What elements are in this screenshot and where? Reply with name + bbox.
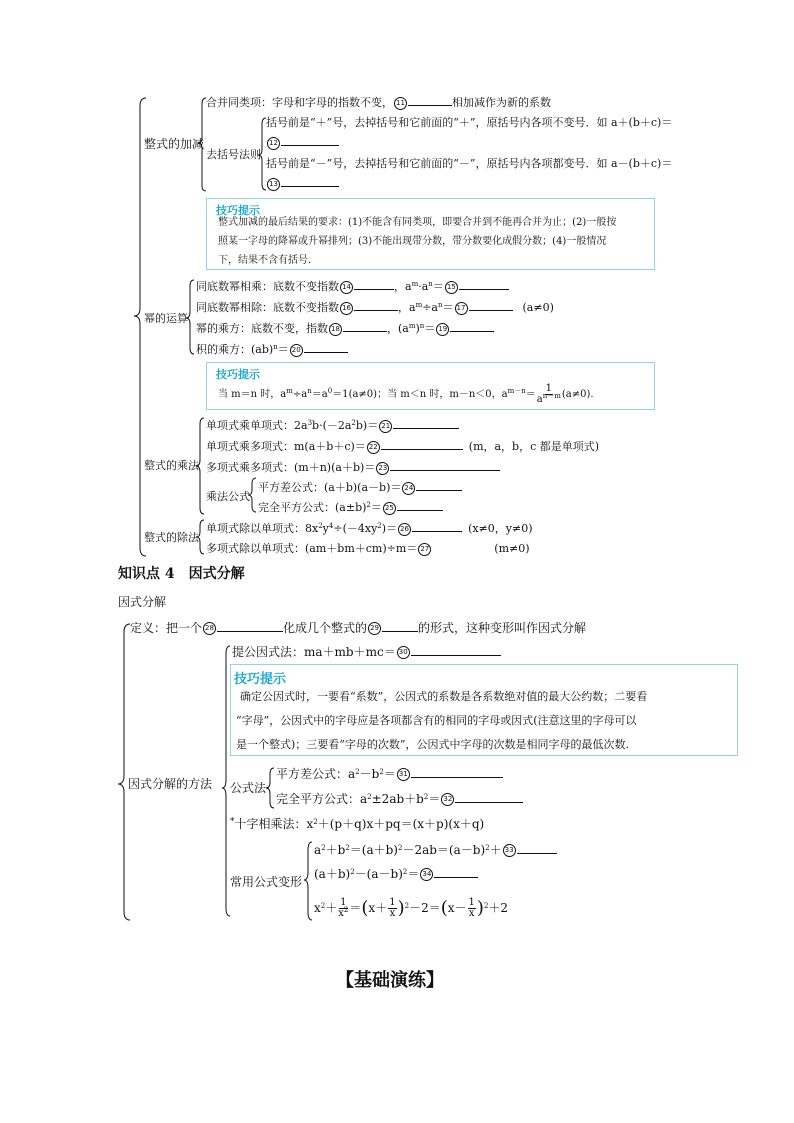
answer-blank[interactable]	[390, 461, 500, 471]
answer-blank[interactable]	[354, 280, 394, 290]
div-mono-mono-row: 单项式除以单项式：$8x^2y^4\div(-4xy^2)= 26$ (x≠0，y≠0)	[206, 522, 533, 535]
tip-line: 整式加减的最后结果的要求：(1)不能含有同类项，即要合并到不能再合并为止；(2)一般按	[218, 217, 617, 228]
answer-blank[interactable]	[382, 622, 418, 632]
merge-like-tail: 相加减作为新的系数	[452, 96, 551, 109]
section-subheading: 因式分解	[118, 595, 167, 609]
number-badge: 11	[394, 97, 407, 110]
answer-blank[interactable]	[304, 343, 348, 353]
factor-cross-label: 十字相乘法：x	[234, 817, 314, 831]
power-mul-row: 同底数幂相乘：底数不变指数 14 ，$a^m\cdot a^n= 15$	[196, 280, 509, 294]
answer-blank[interactable]	[416, 481, 462, 491]
number-badge: 34	[420, 868, 433, 881]
mult-mono-poly-row	[206, 440, 599, 454]
factor-diff-sq-label: 平方差公式：a	[276, 767, 356, 781]
tip-line: 下，结果不含有括号．	[218, 255, 318, 266]
mult-poly-poly-label: 多项式乘多项式：(m＋n)(a＋b)＝	[206, 461, 376, 474]
answer-blank[interactable]	[455, 793, 523, 803]
answer-blank[interactable]	[412, 522, 462, 532]
number-badge: 27	[418, 543, 431, 556]
power-mul-expr: ，a	[394, 280, 412, 293]
factor-full-sq-label: 完全平方公式：a	[276, 792, 368, 806]
answer-blank[interactable]	[393, 419, 459, 429]
condition-text: (x≠0，y≠0)	[468, 522, 533, 535]
section-heading: 知识点 4 因式分解	[118, 566, 245, 582]
answer-blank[interactable]	[354, 301, 398, 311]
tip-power-line: 当 m＝n 时，$a^m\div a^n=a^0=1(a\ne 0)$；当 m＜n 时，m－n＜0，$a^{m-n}=$ $\frac{1}{a^{n-m}}$ (a≠0).	[218, 383, 594, 405]
answer-blank[interactable]	[381, 440, 463, 450]
merge-like-text: 合并同类项：字母和字母的指数不变，	[206, 96, 393, 109]
power-prod-row: 积的乘方：(ab)$^n$＝ 20	[196, 343, 348, 357]
addsub-title: 整式的加减	[144, 137, 205, 151]
number-badge: 33	[503, 844, 516, 857]
tip-line: 照某一字母的降幂或升幂排列；(3)不能出现带分数，带分数要化成假分数；(4)一般情况	[218, 236, 607, 247]
number-badge: 14	[340, 281, 353, 294]
fraction: $\frac{1}{a^{n-m}}$	[536, 383, 561, 405]
factor-definition-row	[130, 622, 586, 635]
number-badge: 18	[329, 323, 342, 336]
answer-blank[interactable]	[281, 177, 339, 187]
div-poly-mono-label: 多项式除以单项式：(am＋bm＋cm)÷m＝	[206, 542, 418, 555]
note-text: (m，a，b，c 都是单项式)	[468, 440, 600, 453]
number-badge: 13	[267, 178, 280, 191]
minus-rule-answer	[266, 177, 339, 191]
condition-text: (a≠0)	[522, 301, 554, 314]
answer-blank[interactable]	[459, 280, 509, 290]
number-badge: 23	[376, 462, 389, 475]
condition-text: (m≠0)	[494, 542, 530, 555]
factor-formula-label: 公式法	[230, 781, 267, 795]
number-badge: 16	[340, 302, 353, 315]
mult-mono-poly-label: 单项式乘多项式：m(a＋b＋c)＝	[206, 440, 366, 453]
answer-blank[interactable]	[517, 844, 557, 854]
factor-common-label: 提公因式法：ma＋mb＋mc＝	[232, 645, 396, 659]
power-mul-label: 同底数幂相乘：底数不变指数	[196, 280, 339, 293]
number-badge: 19	[436, 323, 449, 336]
number-badge: 20	[290, 344, 303, 357]
mult-formula-label: 乘法公式	[206, 490, 250, 503]
tip-title: 技巧提示	[216, 204, 260, 217]
answer-blank[interactable]	[432, 542, 476, 552]
definition-text: 的形式，这种变形叫作因式分解	[418, 621, 587, 635]
number-badge: 21	[379, 420, 392, 433]
trans-row-3: $x^2+$ $\frac{1}{x^2}$ ＝(x＋ $\frac{1}{x}$ )$^2$－2＝(x－ $\frac{1}{x}$ )$^2$＋2	[314, 897, 509, 919]
tip-line: 确定公因式时，一要看“系数”，公因式的系数是各系数绝对值的最大公约数；二要看	[240, 690, 648, 703]
minus-rule-text: 括号前是“－”号，去掉括号和它前面的“－”，原括号内各项都变号．如 a－(b＋c)＝	[266, 157, 673, 170]
number-badge: 28	[203, 622, 216, 635]
factor-full-sq-row: 完全平方公式：$a^2\pm 2ab+b^2= 32$	[276, 793, 523, 806]
number-badge: 17	[455, 302, 468, 315]
factor-common-trans-label: 常用公式变形	[230, 875, 303, 889]
mult-title: 整式的乘法	[144, 459, 199, 472]
factor-method-label: 因式分解的方法	[128, 777, 213, 791]
answer-blank[interactable]	[281, 136, 339, 146]
merge-like-row	[206, 96, 551, 110]
trans-row-1: $a^2+b^2=(a+b)^2-2ab=(a-b)^2+ 33$	[314, 844, 557, 857]
tip-line: 是一个整式)；三要看“字母的次数”，公因式中字母的次数是相同字母的最低次数.	[236, 738, 630, 751]
number-badge: 30	[397, 646, 410, 659]
tip-line: 当 m＝n 时，a	[218, 389, 287, 400]
power-pow-label: 幂的乘方：底数不变，指数	[196, 322, 328, 335]
number-badge: 32	[441, 793, 454, 806]
mult-mono-mono-label: 单项式乘单项式：2a	[206, 419, 308, 432]
number-badge: 31	[397, 768, 410, 781]
fraction: $\frac{1}{x}$	[389, 897, 396, 919]
number-badge: 22	[367, 441, 380, 454]
tip-title: 技巧提示	[216, 368, 260, 381]
practice-heading: 【基础演练】	[336, 970, 444, 991]
mult-mono-mono-row: 单项式乘单项式：$2a^3b\cdot(-2a^2b)= 21$	[206, 419, 459, 433]
tip-line: (a≠0)；当 m＜n 时，m－n＜0，a	[348, 389, 508, 400]
number-badge: 25	[383, 502, 396, 515]
plus-rule-text: 括号前是“＋”号，去掉括号和它前面的“＋”，原括号内各项不变号．如 a＋(b＋c)＝	[266, 116, 673, 129]
mult-diff-sq-row	[258, 481, 462, 495]
definition-text: 定义：把一个	[130, 621, 203, 635]
answer-blank[interactable]	[411, 646, 501, 656]
number-badge: 24	[402, 482, 415, 495]
bracket-rule-label: 去括号法则	[206, 148, 261, 161]
mult-poly-poly-row	[206, 461, 500, 475]
power-title: 幂的运算	[144, 312, 188, 325]
plus-rule-answer	[266, 136, 339, 150]
number-badge: 26	[398, 523, 411, 536]
fraction: $\frac{1}{x^2}$	[338, 897, 349, 919]
div-poly-mono-row	[206, 542, 530, 556]
power-div-label: 同底数幂相除：底数不变指数	[196, 301, 339, 314]
tip-line: “字母”，公因式中的字母应是各项都含有的相同的字母或因式(注意这里的字母可以	[236, 714, 637, 727]
factor-diff-sq-row: 平方差公式：$a^2-b^2= 31$	[276, 768, 503, 781]
answer-blank[interactable]	[343, 322, 387, 332]
answer-blank[interactable]	[411, 768, 503, 778]
fraction: $\frac{1}{x}$	[468, 897, 475, 919]
factor-cross-tail: ＋(p＋q)x＋pq＝(x＋p)(x＋q)	[317, 817, 485, 831]
mult-full-sq-label: 完全平方公式：(a±b)	[258, 501, 367, 514]
factor-cross-row: *十字相乘法：$x^2+(p+q)x+pq=(x+p)(x+q)$	[230, 817, 485, 831]
number-badge: 15	[445, 281, 458, 294]
tip-line: (a≠0).	[561, 389, 594, 400]
mult-diff-sq-label: 平方差公式：(a＋b)(a－b)＝	[258, 481, 402, 494]
mult-full-sq-row: 完全平方公式：$(a\pm b)^2= 25$	[258, 501, 443, 515]
definition-text: 化成几个整式的	[283, 621, 368, 635]
answer-blank[interactable]	[469, 301, 513, 311]
power-prod-label: 积的乘方：(ab)	[196, 343, 274, 356]
answer-blank[interactable]	[450, 322, 494, 332]
power-pow-row: 幂的乘方：底数不变，指数 18 ，$(a^m)^n= 19$	[196, 322, 494, 336]
number-badge: 12	[267, 137, 280, 150]
answer-blank[interactable]	[408, 96, 452, 106]
answer-blank[interactable]	[217, 622, 283, 632]
div-mono-mono-label: 单项式除以单项式：8x	[206, 522, 319, 535]
number-badge: 29	[368, 622, 381, 635]
factor-common-row	[232, 646, 501, 659]
power-div-row: 同底数幂相除：底数不变指数 16 ，$a^m\div a^n= 17$ (a≠0)	[196, 301, 554, 314]
div-title: 整式的除法	[144, 531, 199, 544]
trans-row-2: $(a+b)^2-(a-b)^2= 34$	[314, 868, 478, 881]
answer-blank[interactable]	[397, 501, 443, 511]
answer-blank[interactable]	[434, 868, 478, 878]
tip-title: 技巧提示	[234, 672, 287, 687]
